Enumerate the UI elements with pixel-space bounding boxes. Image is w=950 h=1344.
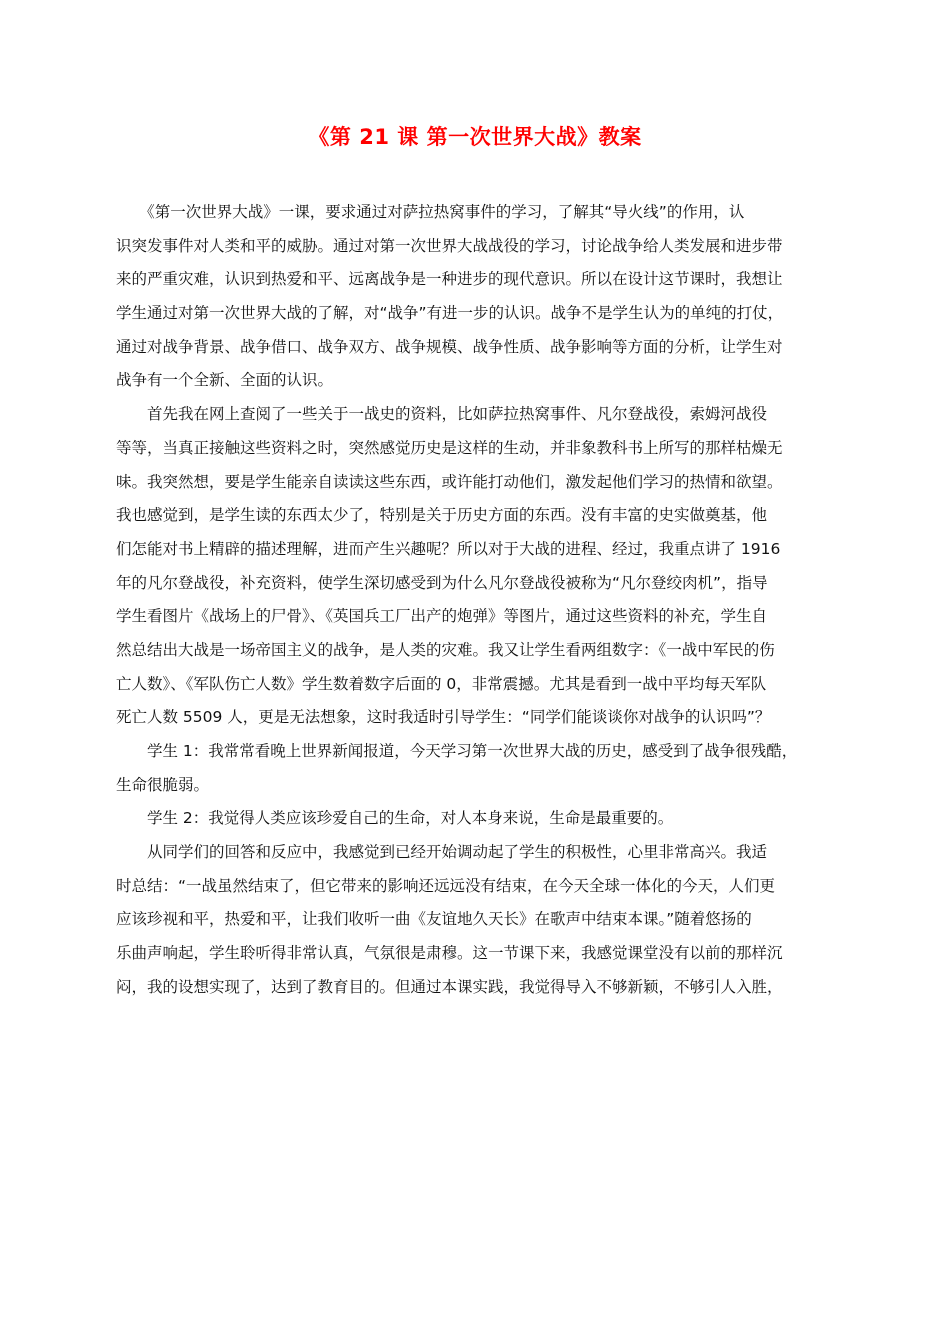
text-line: 应该珍视和平，热爱和平，让我们收听一曲《友谊地久天长》在歌声中结束本课。”随着悠扬的 (116, 910, 752, 929)
text-line: 我也感觉到，是学生读的东西太少了，特别是关于历史方面的东西。没有丰富的史实做奠基，他 (116, 506, 768, 525)
text-line: 时总结：“一战虽然结束了，但它带来的影响还远远没有结束，在今天全球一体化的今天，人们更 (116, 876, 776, 895)
text-line: 识突发事件对人类和平的威胁。通过对第一次世界大战战役的学习，讨论战争给人类发展和进步带 (116, 236, 783, 255)
text-line: 年的凡尔登战役，补充资料，使学生深切感受到为什么凡尔登战役被称为“凡尔登绞肉机”，指导 (116, 573, 768, 592)
text-line: 来的严重灾难，认识到热爱和平、远离战争是一种进步的现代意识。所以在设计这节课时，我想让 (116, 270, 783, 289)
text-line: 首先我在网上查阅了一些关于一战史的资料，比如萨拉热窝事件、凡尔登战役，索姆河战役 (116, 405, 768, 424)
text-line: 学生 1：我常常看晚上世界新闻报道，今天学习第一次世界大战的历史，感受到了战争很残酷， (116, 742, 798, 760)
text-line: 学生通过对第一次世界大战的了解，对“战争”有进一步的认识。战争不是学生认为的单纯的打仗， (116, 304, 784, 323)
text-line: 学生看图片《战场上的尸骨》、《英国兵工厂出产的炮弹》等图片，通过这些资料的补充，学生自 (116, 607, 768, 626)
text-line: 然总结出大战是一场帝国主义的战争，是人类的灾难。我又让学生看两组数字：《一战中军民的伤 (116, 640, 775, 659)
text-line: 等等，当真正接触这些资料之时，突然感觉历史是这样的生动，并非象教科书上所写的那样枯燥无 (116, 438, 783, 457)
text-line: 亡人数》、《军队伤亡人数》学生数着数字后面的 0，非常震撼。尤其是看到一战中平均每天军队 (116, 674, 767, 693)
text-line: 通过对战争背景、战争借口、战争双方、战争规模、战争性质、战争影响等方面的分析，让学生对 (116, 337, 783, 356)
document-body (116, 196, 838, 1005)
document-title: 《第 21 课 第一次世界大战》教案 (308, 125, 642, 149)
text-line: 味。我突然想，要是学生能亲自读读这些东西，或许能打动他们，激发起他们学习的热情和欲望。 (116, 472, 783, 491)
text-line: 从同学们的回答和反应中，我感觉到已经开始调动起了学生的积极性，心里非常高兴。我适 (116, 843, 768, 862)
text-line: 死亡人数 5509 人，更是无法想象，这时我适时引导学生：“同学们能谈谈你对战争的认识吗”？ (116, 708, 771, 727)
text-line: 学生 2：我觉得人类应该珍爱自己的生命，对人本身来说，生命是最重要的。 (116, 809, 674, 828)
text-line: 乐曲声响起，学生聆听得非常认真，气氛很是肃穆。这一节课下来，我感觉课堂没有以前的那样沉 (116, 944, 783, 963)
text-line: 战争有一个全新、全面的认识。 (116, 371, 334, 390)
text-line: 《第一次世界大战》一课，要求通过对萨拉热窝事件的学习，了解其“导火线”的作用，认 (116, 203, 745, 221)
text-line: 们怎能对书上精辟的描述理解，进而产生兴趣呢？所以对于大战的进程、经过，我重点讲了 1916 (116, 539, 781, 558)
text-line: 生命很脆弱。 (116, 775, 210, 794)
text-line: 闷，我的设想实现了，达到了教育目的。但通过本课实践，我觉得导入不够新颖，不够引人入胜， (116, 977, 783, 996)
